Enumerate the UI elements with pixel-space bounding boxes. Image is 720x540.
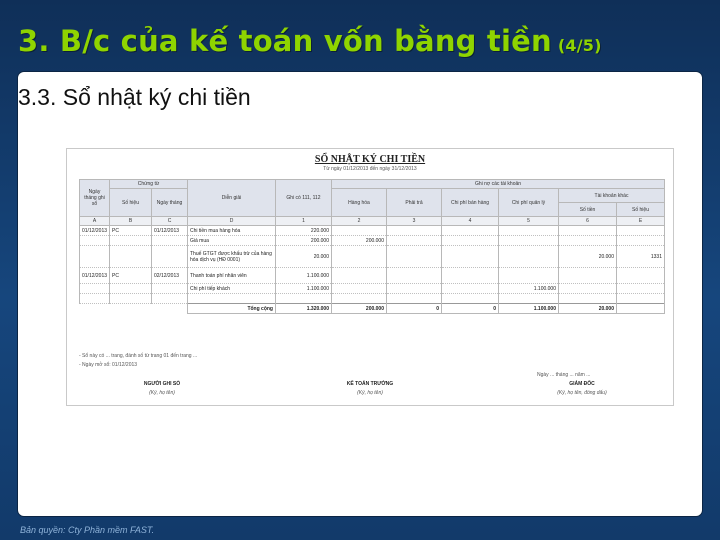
header-account-no: Số hiệu	[617, 203, 665, 217]
header-debit-accounts: Ghi nợ các tài khoản	[332, 180, 665, 189]
ledger-table	[79, 179, 665, 314]
table-row: Giá mua 200.000 200.000	[80, 236, 665, 246]
signature-bookkeeper: NGƯỜI GHI SỔ (Ký, họ tên)	[143, 381, 181, 396]
table-row: 01/12/2013 PC 01/12/2013 Chi tiền mua hàng hóa 220.000	[80, 226, 665, 236]
slide-subtitle: 3.3. Sổ nhật ký chi tiền	[18, 84, 251, 110]
index-row: A B C D 1 2 3 4 5 6 E	[80, 217, 665, 226]
header-voucher-no: Số hiệu	[110, 189, 152, 217]
header-voucher-date: Ngày tháng	[152, 189, 188, 217]
table-row: Thuế GTGT được khấu trừ của hàng hóa dịch vụ (HĐ 0001) 20.000 20.000 1331	[80, 246, 665, 268]
header-sales-cost: Chi phí bán hàng	[442, 189, 499, 217]
header-date: Ngày tháng ghi sổ	[80, 180, 110, 217]
slide-title-page: (4/5)	[557, 36, 602, 55]
total-row: Tổng cộng 1.320.000 200.000 0 0 1.100.000 20.000	[80, 304, 665, 314]
ledger-title: SỔ NHẬT KÝ CHI TIỀN	[314, 154, 426, 165]
header-voucher: Chứng từ	[110, 180, 188, 189]
header-admin-cost: Chi phí quản lý	[499, 189, 559, 217]
total-label: Tổng cộng	[188, 304, 276, 314]
signature-date: Ngày ... tháng ... năm ...	[537, 372, 591, 378]
slide-title: 3. B/c của kế toán vốn bằng tiền (4/5)	[18, 24, 602, 58]
table-row	[80, 294, 665, 304]
header-other-accounts: Tài khoản khác	[559, 189, 665, 203]
header-credit: Ghi có 111, 112	[276, 180, 332, 217]
header-goods: Hàng hóa	[332, 189, 387, 217]
signature-director: GIÁM ĐỐC (Ký, họ tên, đóng dấu)	[557, 381, 607, 396]
copyright-footer: Bản quyền: Cty Phần mềm FAST.	[20, 525, 155, 535]
ledger-period: Từ ngày 01/12/2013 đến ngày 31/12/2013	[323, 166, 417, 172]
ledger-notes: - Sổ này có ... trang, đánh số từ trang 01 đến trang ... - Ngày mở sổ: 01/12/2013	[79, 353, 198, 368]
header-description: Diễn giải	[188, 180, 276, 217]
table-row: 01/12/2013 PC 02/12/2013 Thanh toán phí nhân viên 1.100.000	[80, 268, 665, 284]
signature-chief-accountant: KẾ TOÁN TRƯỞNG (Ký, họ tên)	[346, 381, 394, 396]
header-amount: Số tiền	[559, 203, 617, 217]
table-row: Chi phí tiếp khách 1.100.000 1.100.000	[80, 284, 665, 294]
header-tax: Phải trả	[387, 189, 442, 217]
ledger-document	[66, 148, 674, 406]
